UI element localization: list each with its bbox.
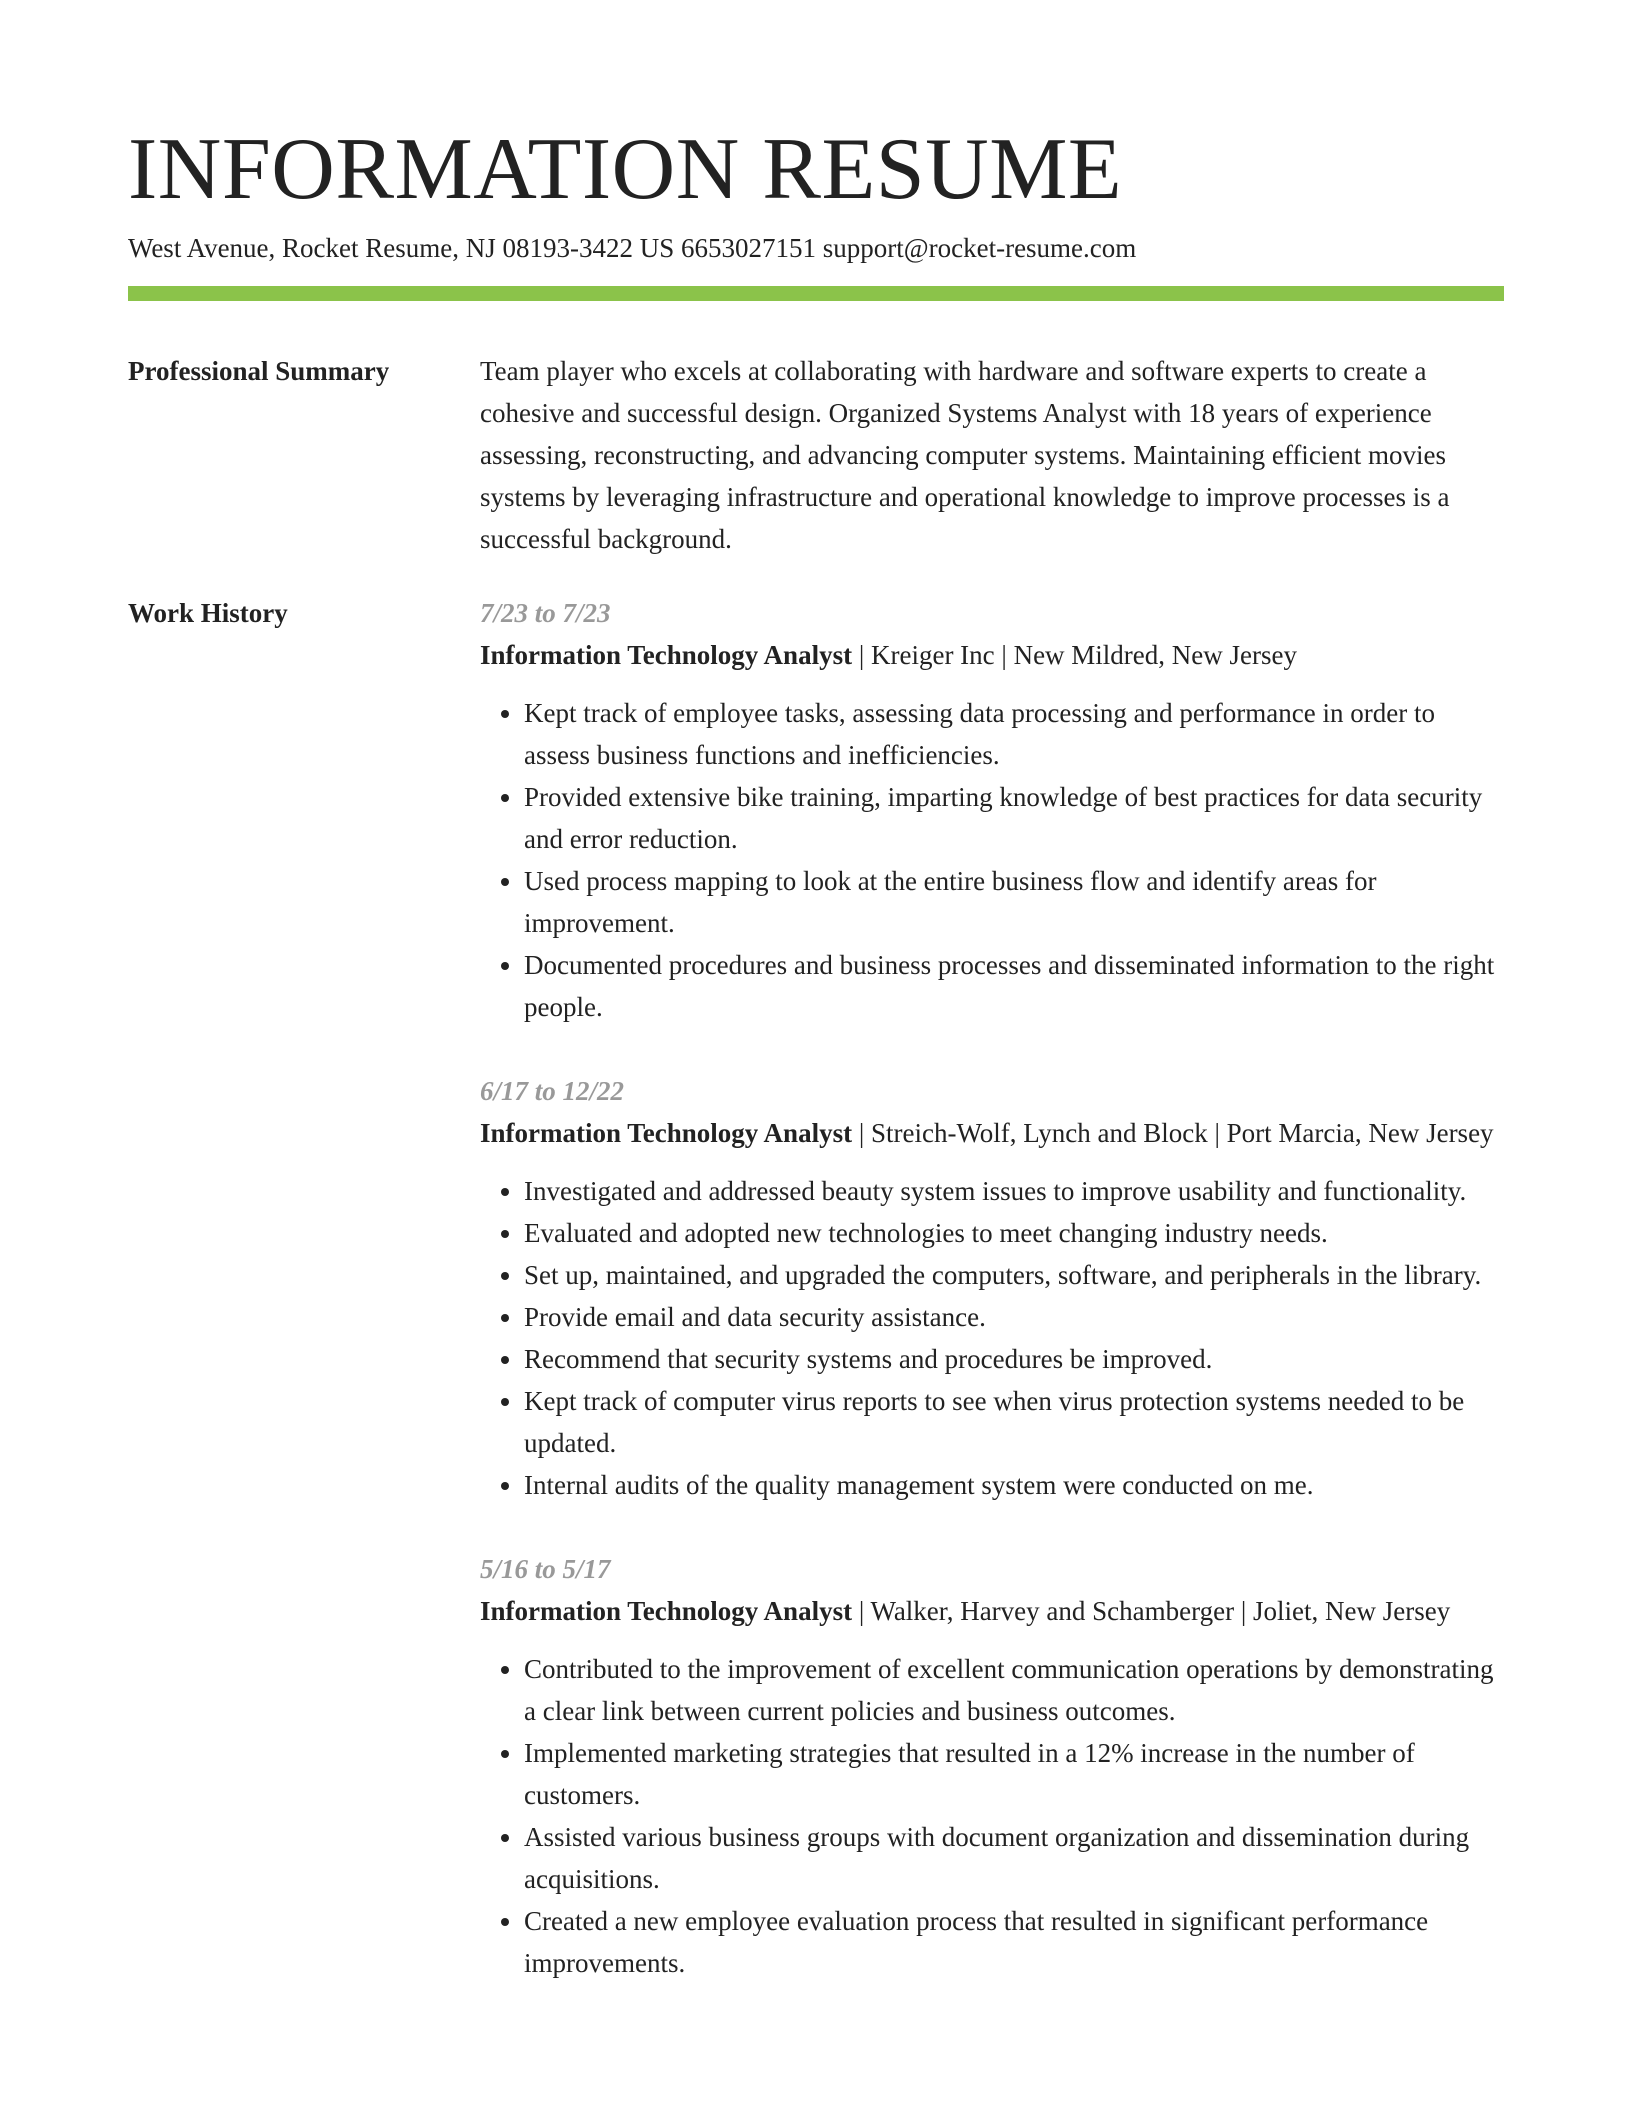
job-bullet-item: • Kept track of computer virus reports to see when virus protection systems needed to be updated. — [524, 1380, 1504, 1464]
job-bullets — [480, 1170, 1504, 1506]
job-title: Information Technology Analyst — [480, 1596, 853, 1626]
job-dates: 7/23 to 7/23 — [480, 598, 611, 628]
job-bullet-item: • Assisted various business groups with document organization and dissemination during acquisitions. — [524, 1816, 1504, 1900]
job-entry — [480, 592, 1504, 1028]
header-divider — [128, 286, 1504, 301]
job-bullet-item: • Used process mapping to look at the entire business flow and identify areas for improvement. — [524, 860, 1504, 944]
job-bullet-item: • Recommend that security systems and procedures be improved. — [524, 1338, 1504, 1380]
section-title-work-history: Work History — [128, 598, 288, 628]
job-bullet-item: • Kept track of employee tasks, assessing data processing and performance in order to assess business functions and inefficiencies. — [524, 692, 1504, 776]
contact-line: West Avenue, Rocket Resume, NJ 08193-3422 US 6653027151 support@rocket-resume.com — [128, 233, 1137, 263]
section-title-summary: Professional Summary — [128, 356, 390, 386]
job-bullet-item: • Investigated and addressed beauty system issues to improve usability and functionality. — [524, 1170, 1504, 1212]
jobs-list — [480, 592, 1504, 2026]
job-bullets — [480, 1648, 1504, 1984]
job-company-location: | Kreiger Inc | New Mildred, New Jersey — [852, 640, 1297, 670]
summary-text: Team player who excels at collaborating with hardware and software experts to create a cohesive and successful design. Organized Systems Analyst with 18 years of experience assessing, reconstructing, and advancing computer systems. Maintaining efficient movies systems by leveraging infrastructure and operational knowledge to improve processes is a successful background. — [480, 356, 1450, 554]
job-bullet-item: • Contributed to the improvement of excellent communication operations by demonstrating a clear link between current policies and business outcomes. — [524, 1648, 1504, 1732]
job-bullet-item: • Internal audits of the quality management system were conducted on me. — [524, 1464, 1504, 1506]
job-bullet-item: • Evaluated and adopted new technologies to meet changing industry needs. — [524, 1212, 1504, 1254]
job-dates: 6/17 to 12/22 — [480, 1076, 625, 1106]
job-bullet-item: • Implemented marketing strategies that resulted in a 12% increase in the number of customers. — [524, 1732, 1504, 1816]
job-entry — [480, 1070, 1504, 1506]
job-heading — [480, 634, 1504, 676]
job-title: Information Technology Analyst — [480, 1118, 853, 1148]
job-heading — [480, 1112, 1504, 1154]
job-bullet-item: • Documented procedures and business processes and disseminated information to the right people. — [524, 944, 1504, 1028]
resume-name: INFORMATION RESUME — [128, 121, 1123, 218]
job-bullet-item: • Set up, maintained, and upgraded the computers, software, and peripherals in the library. — [524, 1254, 1504, 1296]
job-title: Information Technology Analyst — [480, 640, 853, 670]
job-bullet-item: • Provide email and data security assistance. — [524, 1296, 1504, 1338]
job-bullet-item: • Provided extensive bike training, imparting knowledge of best practices for data security and error reduction. — [524, 776, 1504, 860]
job-entry — [480, 1548, 1504, 1984]
job-heading — [480, 1590, 1504, 1632]
job-company-location: | Walker, Harvey and Schamberger | Joliet, New Jersey — [852, 1596, 1451, 1626]
job-bullet-item: • Created a new employee evaluation process that resulted in significant performance improvements. — [524, 1900, 1504, 1984]
job-company-location: | Streich-Wolf, Lynch and Block | Port Marcia, New Jersey — [852, 1118, 1494, 1148]
job-dates: 5/16 to 5/17 — [480, 1554, 611, 1584]
job-bullets — [480, 692, 1504, 1028]
